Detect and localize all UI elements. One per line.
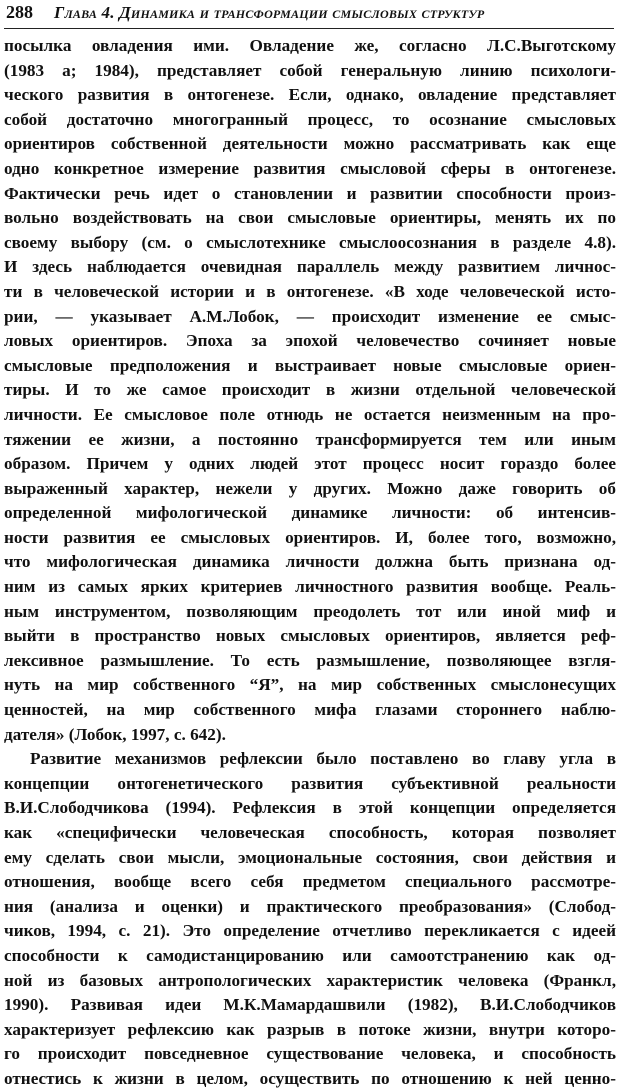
text-line: способности к самодистанцированию или самоотстранению как од-: [4, 945, 616, 965]
text-line: одно конкретное измерение развития смысловой сферы в онтогенезе.: [4, 158, 616, 178]
text-line: рии, — указывает А.М.Лобок, — происходит изменение ее смыс-: [4, 306, 616, 326]
body-text: [4, 34, 616, 1092]
running-title: Глава 4. Динамика и трансформации смысловых структур: [54, 3, 485, 22]
text-line: ности развития ее смысловых ориентиров. И, более того, возможно,: [4, 527, 616, 547]
text-line: характеризует рефлексию как разрыв в потоке жизни, внутри которо-: [4, 1019, 616, 1039]
text-line: отнестись к жизни в целом, осуществить по отношению к ней ценно-: [4, 1068, 616, 1088]
text-line: определенной мифологической динамике личности: об интенсив-: [4, 503, 616, 523]
text-line: ти в человеческой истории и в онтогенезе. «В ходе человеческой исто-: [4, 281, 616, 301]
text-line: смысловые предположения и выстраивает новые смысловые ориен-: [4, 355, 616, 375]
text-line: ческого развития в онтогенезе. Если, однако, овладение представляет: [4, 85, 616, 105]
text-line: ним из самых ярких критериев личностного развития вообще. Реаль-: [4, 577, 616, 597]
text-line: ориентиров собственной деятельности можно рассматривать как еще: [4, 134, 616, 154]
text-line: В.И.Слободчикова (1994). Рефлексия в этой концепции определяется: [4, 798, 616, 818]
text-line: образом. Причем у одних людей этот процесс носит гораздо более: [4, 454, 616, 474]
text-line: ния (анализа и оценки) и практического преобразования» (Слобод-: [4, 896, 616, 916]
text-line: ной из базовых антропологических характеристик человека (Франкл,: [4, 970, 616, 990]
text-line: вольно воздействовать на свои смысловые ориентиры, менять их по: [4, 208, 616, 228]
text-line: чиков, 1994, с. 21). Это определение отчетливо перекликается с идеей: [4, 921, 616, 941]
text-line: Развитие механизмов рефлексии было поставлено во главу угла в: [30, 749, 616, 769]
text-line: лексивное размышление. То есть размышление, позволяющее взгля-: [4, 650, 616, 670]
text-line: ным инструментом, позволяющим преодолеть тот или иной миф и: [4, 601, 616, 621]
text-line: ему сделать свои мысли, эмоциональные состояния, свои действия и: [4, 847, 616, 867]
text-line: го происходит повседневное существование человека, и способность: [4, 1044, 616, 1064]
text-line: отношения, вообще всего себя предметом специального рассмотре-: [4, 872, 616, 892]
text-line: личности. Ее смысловое поле отнюдь не остается неизменным на про-: [4, 404, 616, 424]
text-line: что мифологическая динамика личности должна быть признана од-: [4, 552, 616, 572]
text-line: (1983 а; 1984), представляет собой генеральную линию психологи-: [4, 60, 616, 80]
text-line: концепции онтогенетического развития субъективной реальности: [4, 773, 616, 793]
text-line: тиры. И то же самое происходит в жизни отдельной человеческой: [4, 380, 616, 400]
text-line: Фактически речь идет о становлении и развитии способности произ-: [4, 183, 616, 203]
text-line: дателя» (Лобок, 1997, с. 642).: [4, 724, 226, 744]
text-line: посылка овладения ими. Овладение же, согласно Л.С.Выготскому: [4, 36, 616, 55]
header-rule: [4, 28, 614, 29]
text-line: тяжении ее жизни, а постоянно трансформируется тем или иным: [4, 429, 616, 449]
page-header: [6, 2, 614, 26]
text-line: И здесь наблюдается очевидная параллель между развитием личнос-: [4, 257, 616, 277]
text-line: собой достаточно многогранный процесс, то осознание смысловых: [4, 109, 616, 129]
text-line: своему выбору (см. о смыслотехнике смыслоосознания в разделе 4.8).: [4, 232, 616, 252]
text-line: выйти в пространство новых смысловых ориентиров, является реф-: [4, 626, 616, 646]
text-line: ценностей, на мир собственного мифа глазами стороннего наблю-: [4, 700, 616, 720]
text-line: выраженный характер, нежели у других. Можно даже говорить об: [4, 478, 616, 498]
text-line: 1990). Развивая идеи М.К.Мамардашвили (1982), В.И.Слободчиков: [4, 995, 616, 1015]
page-number: 288: [6, 2, 33, 22]
text-line: ловых ориентиров. Эпоха за эпохой человечество сочиняет новые: [4, 331, 616, 351]
text-line: нуть на мир собственного “Я”, на мир собственных смыслонесущих: [4, 675, 616, 695]
text-line: как «специфически человеческая способность, которая позволяет: [4, 823, 616, 842]
